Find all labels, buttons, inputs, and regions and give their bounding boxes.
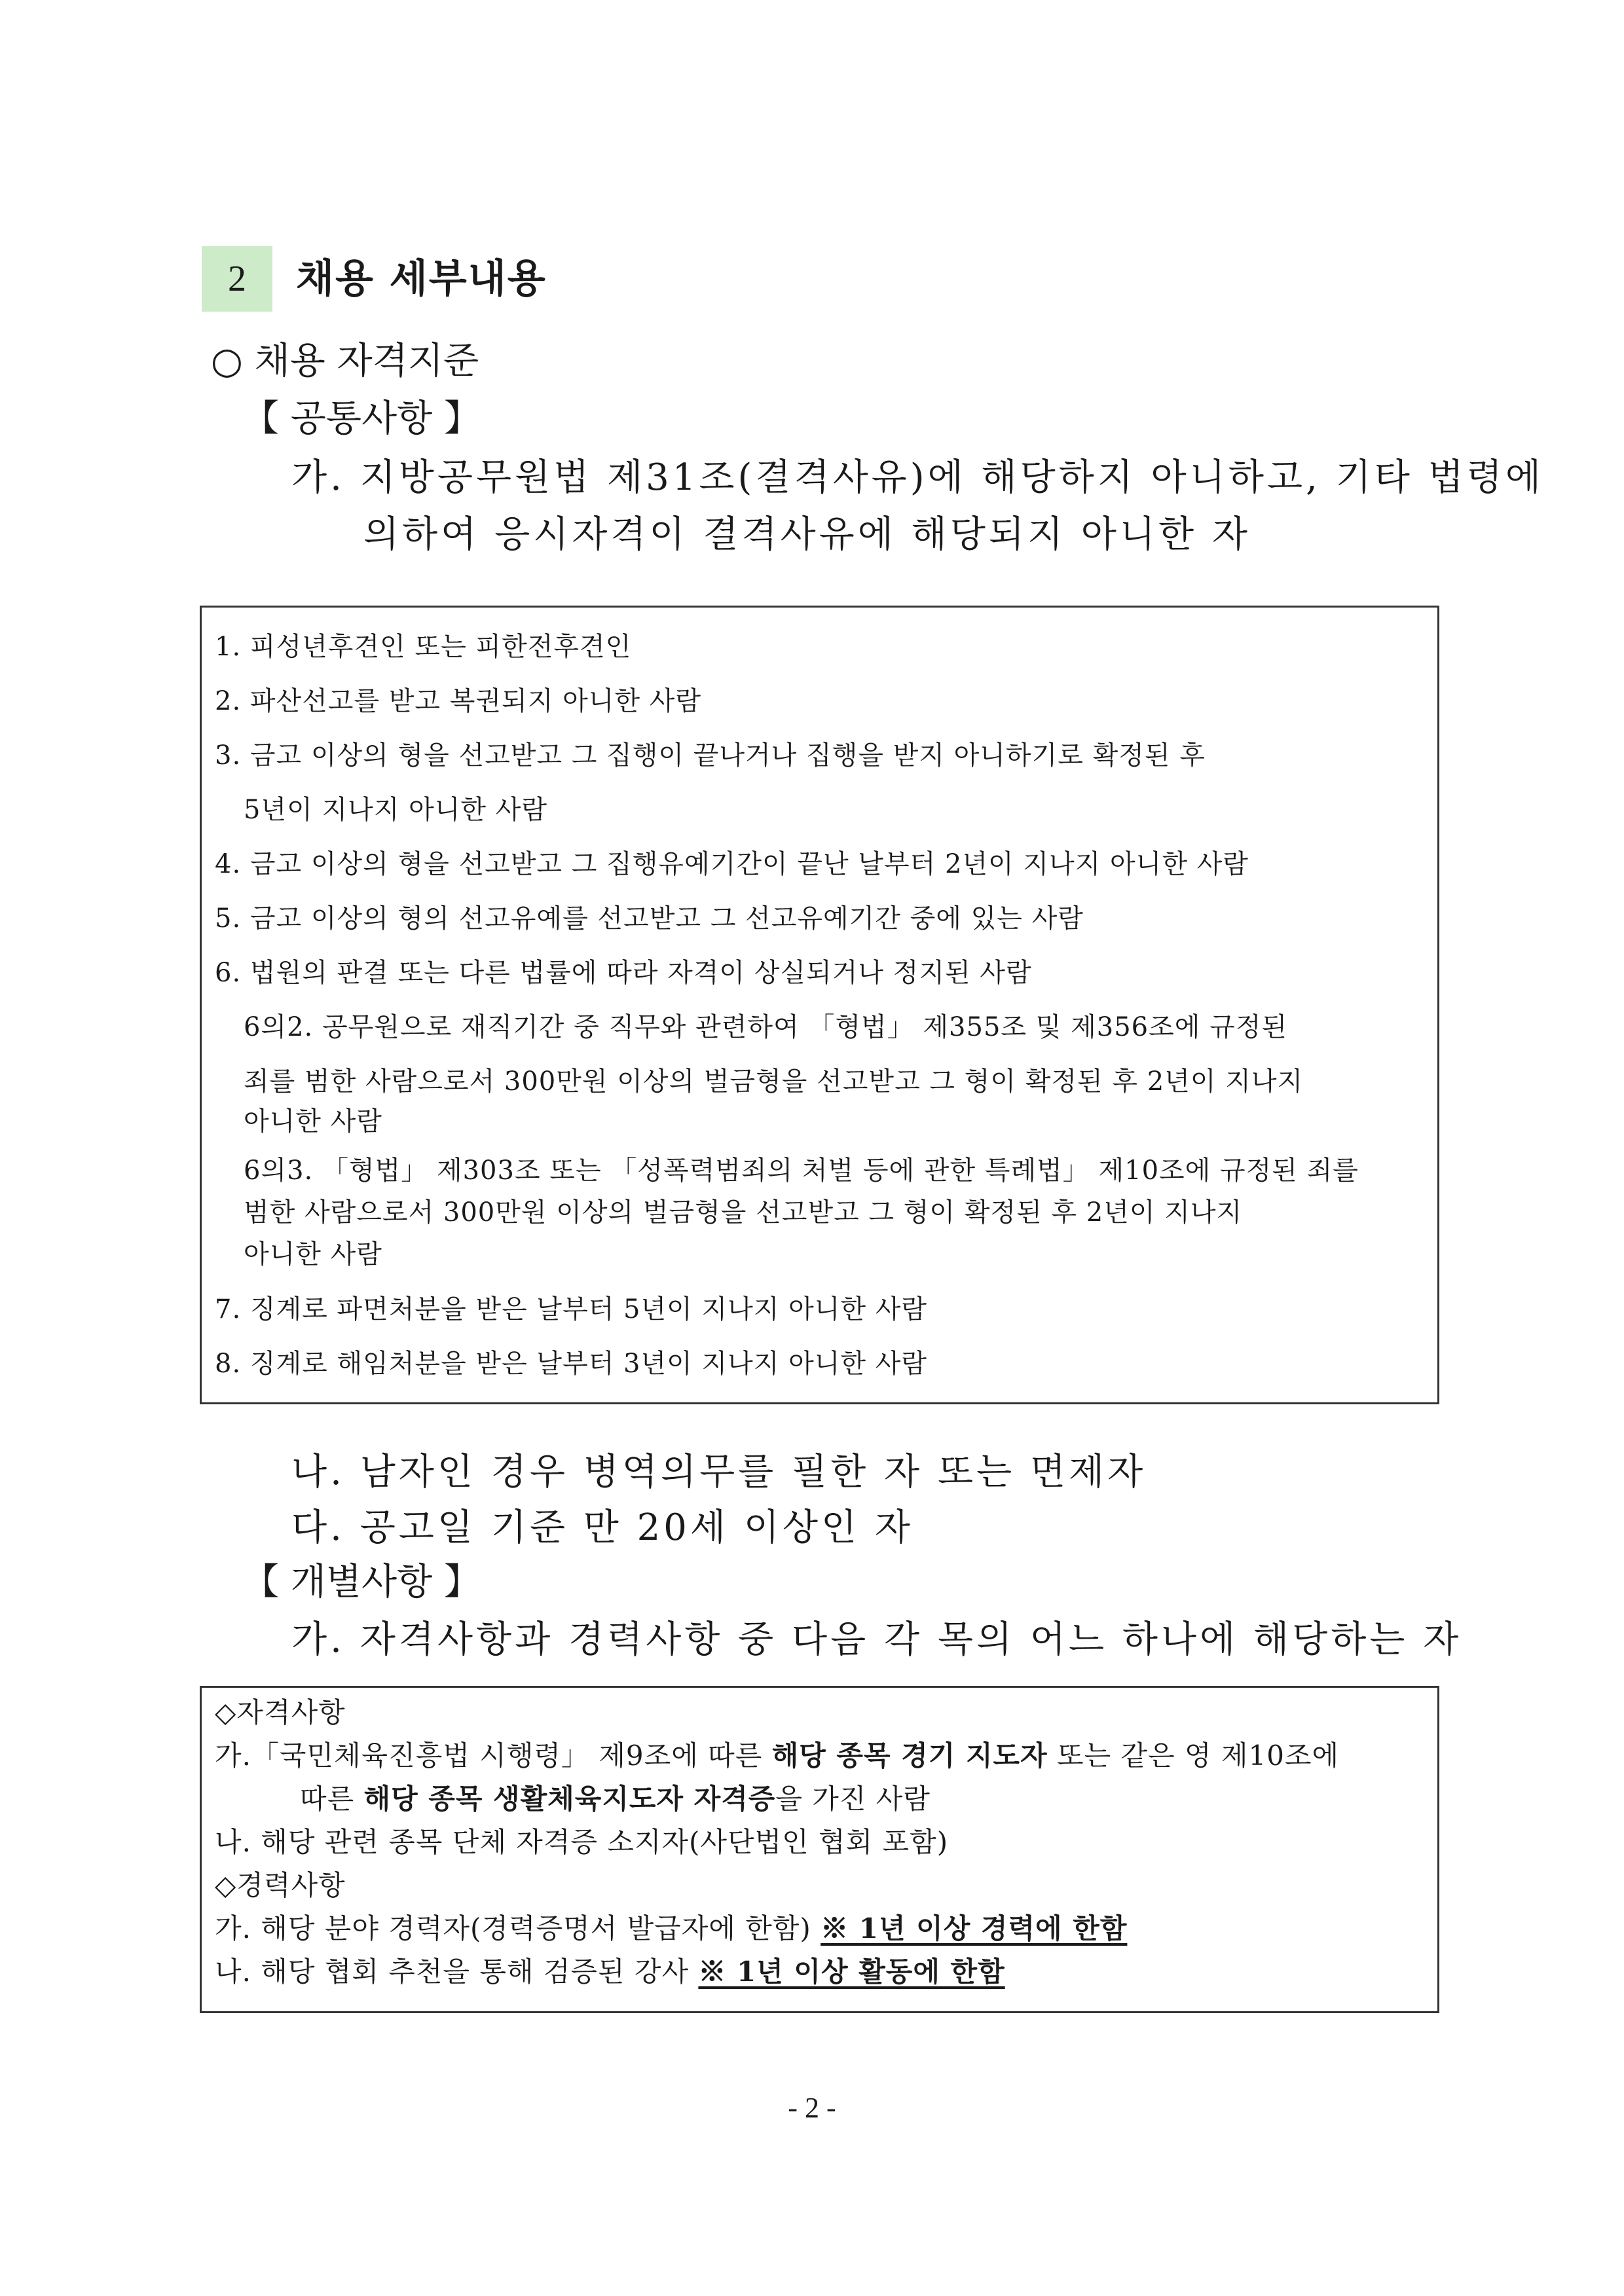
- disqualification-item: 6의2. 공무원으로 재직기간 중 직무와 관련하여 「형법」 제355조 및 제356조에 규정된: [244, 1012, 1288, 1042]
- qualification-item-na: 나. 해당 관련 종목 단체 자격증 소지자(사단법인 협회 포함): [215, 1826, 949, 1858]
- emphasis-text: 해당 종목 생활체육지도자 자격증: [363, 1783, 776, 1815]
- career-note: ※ 1년 이상 경력에 한함: [821, 1912, 1128, 1944]
- disqualification-item: 아니한 사람: [244, 1106, 382, 1137]
- section-title: 채용 세부내용: [296, 256, 547, 302]
- common-heading: 【 공통사항 】: [242, 397, 481, 440]
- disqualification-item: 아니한 사람: [244, 1239, 382, 1269]
- common-item-da: 다. 공고일 기준 만 20세 이상인 자: [291, 1506, 914, 1549]
- career-note: ※ 1년 이상 활동에 한함: [698, 1956, 1005, 1988]
- qualification-box: [200, 1686, 1439, 2013]
- career-item-na: [215, 1951, 1005, 1993]
- text-segment: 가. 해당 분야 경력자(경력증명서 발급자에 한함): [215, 1912, 821, 1944]
- section-number: 2: [202, 246, 272, 312]
- common-item-ga-line2: 의하여 응시자격이 결격사유에 해당되지 아니한 자: [363, 513, 1251, 556]
- text-segment: 또는 같은 영 제10조에: [1047, 1740, 1340, 1772]
- disqualification-item: 5년이 지나지 아니한 사람: [244, 795, 547, 825]
- disqualification-item: 4. 금고 이상의 형을 선고받고 그 집행유예기간이 끝난 날부터 2년이 지나지 아니한 사람: [215, 849, 1249, 879]
- disqualification-item: 6의3. 「형법」 제303조 또는 「성폭력범죄의 처벌 등에 관한 특례법」 제10조에 규정된 죄를: [244, 1156, 1359, 1186]
- emphasis-text: 해당 종목 경기 지도자: [771, 1740, 1048, 1772]
- career-heading: ◇경력사항: [215, 1869, 346, 1901]
- individual-item-ga: 가. 자격사항과 경력사항 중 다음 각 목의 어느 하나에 해당하는 자: [291, 1618, 1462, 1661]
- qualification-item-ga: [215, 1735, 1339, 1777]
- page-number: - 2 -: [788, 2092, 836, 2124]
- disqualification-item: 1. 피성년후견인 또는 피한전후견인: [215, 632, 632, 662]
- disqualification-item: 7. 징계로 파면처분을 받은 날부터 5년이 지나지 아니한 사람: [215, 1294, 928, 1324]
- individual-heading: 【 개별사항 】: [242, 1561, 481, 1603]
- career-item-ga: [215, 1908, 1127, 1950]
- disqualification-item: 5. 금고 이상의 형의 선고유예를 선고받고 그 선고유예기간 중에 있는 사람: [215, 903, 1084, 934]
- text-segment: 나. 해당 협회 추천을 통해 검증된 강사: [215, 1956, 699, 1988]
- qualification-heading: ◇자격사항: [215, 1696, 346, 1728]
- text-segment: 따른: [300, 1783, 364, 1815]
- text-segment: 가.「국민체육진흥법 시행령」 제9조에 따른: [215, 1740, 772, 1772]
- disqualification-item: 2. 파산선고를 받고 복권되지 아니한 사람: [215, 686, 701, 716]
- criteria-heading: ○ 채용 자격지준: [211, 340, 479, 382]
- text-segment: 을 가진 사람: [775, 1783, 931, 1815]
- disqualification-item: 죄를 범한 사람으로서 300만원 이상의 벌금형을 선고받고 그 형이 확정된 후 2년이 지나지: [244, 1066, 1304, 1097]
- common-item-ga-line1: 가. 지방공무원법 제31조(결격사유)에 해당하지 아니하고, 기타 법령에: [291, 456, 1544, 499]
- disqualification-item: 6. 법원의 판결 또는 다른 법률에 따라 자격이 상실되거나 정지된 사람: [215, 958, 1032, 988]
- disqualification-box: [200, 606, 1439, 1404]
- disqualification-item: 범한 사람으로서 300만원 이상의 벌금형을 선고받고 그 형이 확정된 후 2년이 지나지: [244, 1197, 1243, 1228]
- qualification-item-ga-cont: [300, 1778, 931, 1820]
- common-item-na: 나. 남자인 경우 병역의무를 필한 자 또는 면제자: [291, 1451, 1147, 1493]
- disqualification-item: 3. 금고 이상의 형을 선고받고 그 집행이 끝나거나 집행을 받지 아니하기로 확정된 후: [215, 740, 1206, 771]
- disqualification-item: 8. 징계로 해임처분을 받은 날부터 3년이 지나지 아니한 사람: [215, 1349, 928, 1379]
